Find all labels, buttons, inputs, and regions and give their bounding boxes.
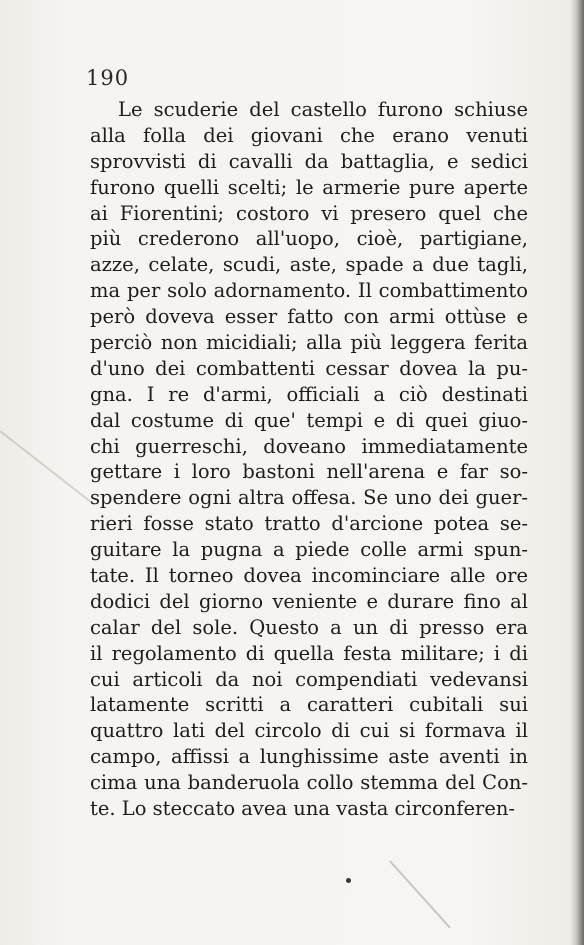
text-line: calar del sole. Questo a un di presso era	[90, 615, 528, 639]
page-edge-shadow	[570, 0, 584, 945]
paper-crease	[389, 860, 450, 928]
text-line: te. Lo steccato avea una vasta circonferen-	[90, 797, 516, 821]
text-line: rieri fosse stato tratto d'arcione potea se-	[90, 512, 528, 536]
text-line: guitare la pugna a piede colle armi spun-	[90, 538, 528, 562]
ink-spot	[346, 878, 351, 883]
text-line: ma per solo adornamento. Il combattimento	[90, 279, 528, 303]
text-line: tate. Il torneo dovea incominciare alle ore	[90, 564, 528, 588]
text-line: alla folla dei giovani che erano venuti	[90, 123, 528, 147]
text-line: dodici del giorno veniente e durare fino al	[90, 589, 528, 613]
text-line: cima una banderuola collo stemma del Con-	[90, 771, 528, 795]
text-line: il regolamento di quella festa militare; i di	[90, 641, 528, 665]
text-line: gna. I re d'armi, officiali a ciò destinati	[90, 382, 528, 406]
text-line: cui articoli da noi compendiati vedevansi	[90, 667, 528, 691]
text-line: latamente scritti a caratteri cubitali sui	[90, 693, 528, 717]
paper-crease	[0, 430, 95, 505]
text-line: campo, affissi a lunghissime aste aventi in	[90, 745, 528, 769]
page-number: 190	[86, 66, 130, 90]
text-line: perciò non micidiali; alla più leggera ferita	[90, 331, 528, 355]
text-line: però doveva esser fatto con armi ottùse e	[90, 305, 528, 329]
text-line: azze, celate, scudi, aste, spade a due tagli,	[90, 253, 528, 277]
text-line: furono quelli scelti; le armerie pure aperte	[90, 175, 528, 199]
text-line: gettare i loro bastoni nell'arena e far so-	[90, 460, 528, 484]
text-line: chi guerreschi, doveano immediatamente	[90, 434, 528, 458]
text-line: ai Fiorentini; costoro vi presero quel che	[90, 201, 528, 225]
text-line: più crederono all'uopo, cioè, partigiane,	[90, 227, 528, 251]
text-line: spendere ogni altra offesa. Se uno dei guer-	[90, 486, 528, 510]
body-text	[90, 97, 528, 822]
text-line: d'uno dei combattenti cessar dovea la pu-	[90, 356, 528, 380]
text-line: Le scuderie del castello furono schiuse	[118, 98, 528, 121]
text-line: dal costume di que' tempi e di quei giuo-	[90, 408, 528, 432]
text-line: sprovvisti di cavalli da battaglia, e sedici	[90, 149, 528, 173]
text-line: quattro lati del circolo di cui si formava il	[90, 719, 528, 743]
